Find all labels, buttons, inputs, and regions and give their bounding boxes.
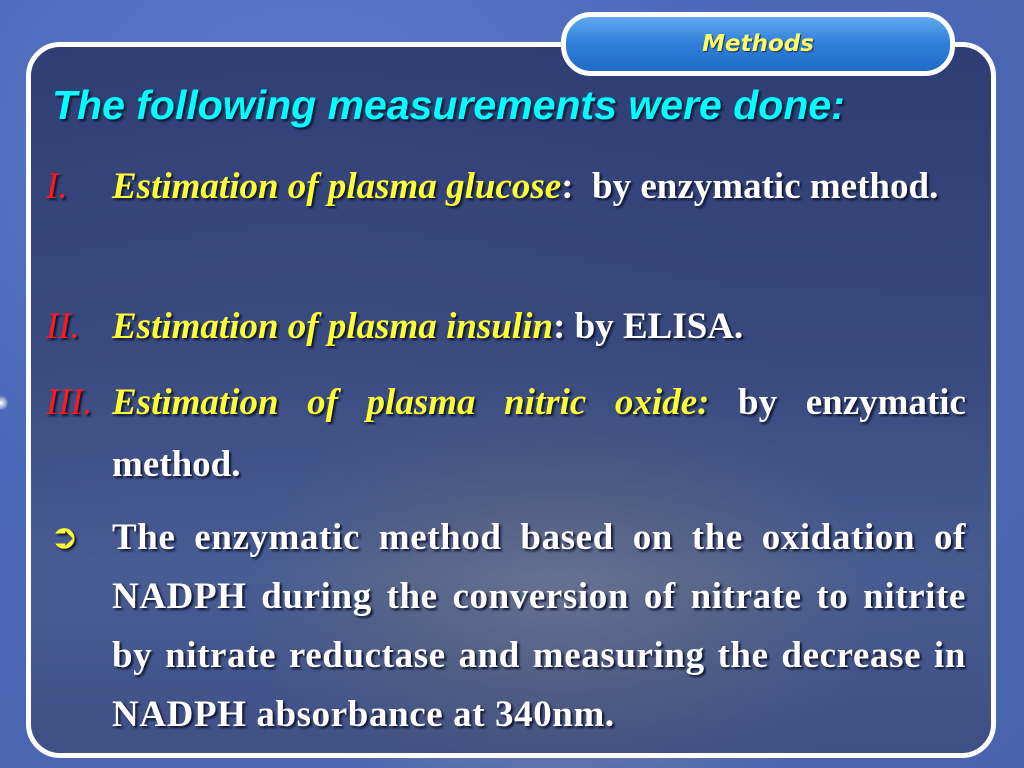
item-body: [112, 156, 966, 218]
item-method: by enzymatic method.: [112, 382, 966, 485]
measurement-item-3: [46, 372, 966, 496]
item-method: by enzymatic method.: [592, 166, 939, 207]
item-topic: Estimation of plasma glucose: [112, 166, 562, 207]
item-body: [112, 296, 966, 358]
method-note: [46, 508, 966, 744]
section-tab: [561, 12, 955, 76]
measurement-item-2: [46, 296, 966, 358]
item-body: [112, 372, 966, 496]
item-numeral: III.: [46, 382, 93, 423]
item-separator: :: [561, 166, 574, 207]
item-topic: Estimation of plasma insulin: [112, 306, 554, 347]
measurement-item-1: [46, 156, 966, 218]
item-topic: Estimation of plasma nitric oxide:: [112, 382, 710, 423]
edge-glow-decoration: [0, 396, 8, 410]
item-numeral: I.: [46, 166, 68, 207]
section-tab-label: Methods: [702, 31, 814, 57]
arrow-right-circle-icon: ➲: [50, 517, 79, 557]
method-note-text: The enzymatic method based on the oxidation of NADPH during the conversion of nitrate to nitrite by nitrate reductase and measuring the decrease in NADPH absorbance at 340nm.: [112, 517, 966, 735]
item-separator: :: [553, 306, 566, 347]
item-numeral: II.: [46, 306, 80, 347]
slide-heading: The following measurements were done:: [52, 82, 845, 128]
item-method: by ELISA.: [574, 306, 744, 347]
